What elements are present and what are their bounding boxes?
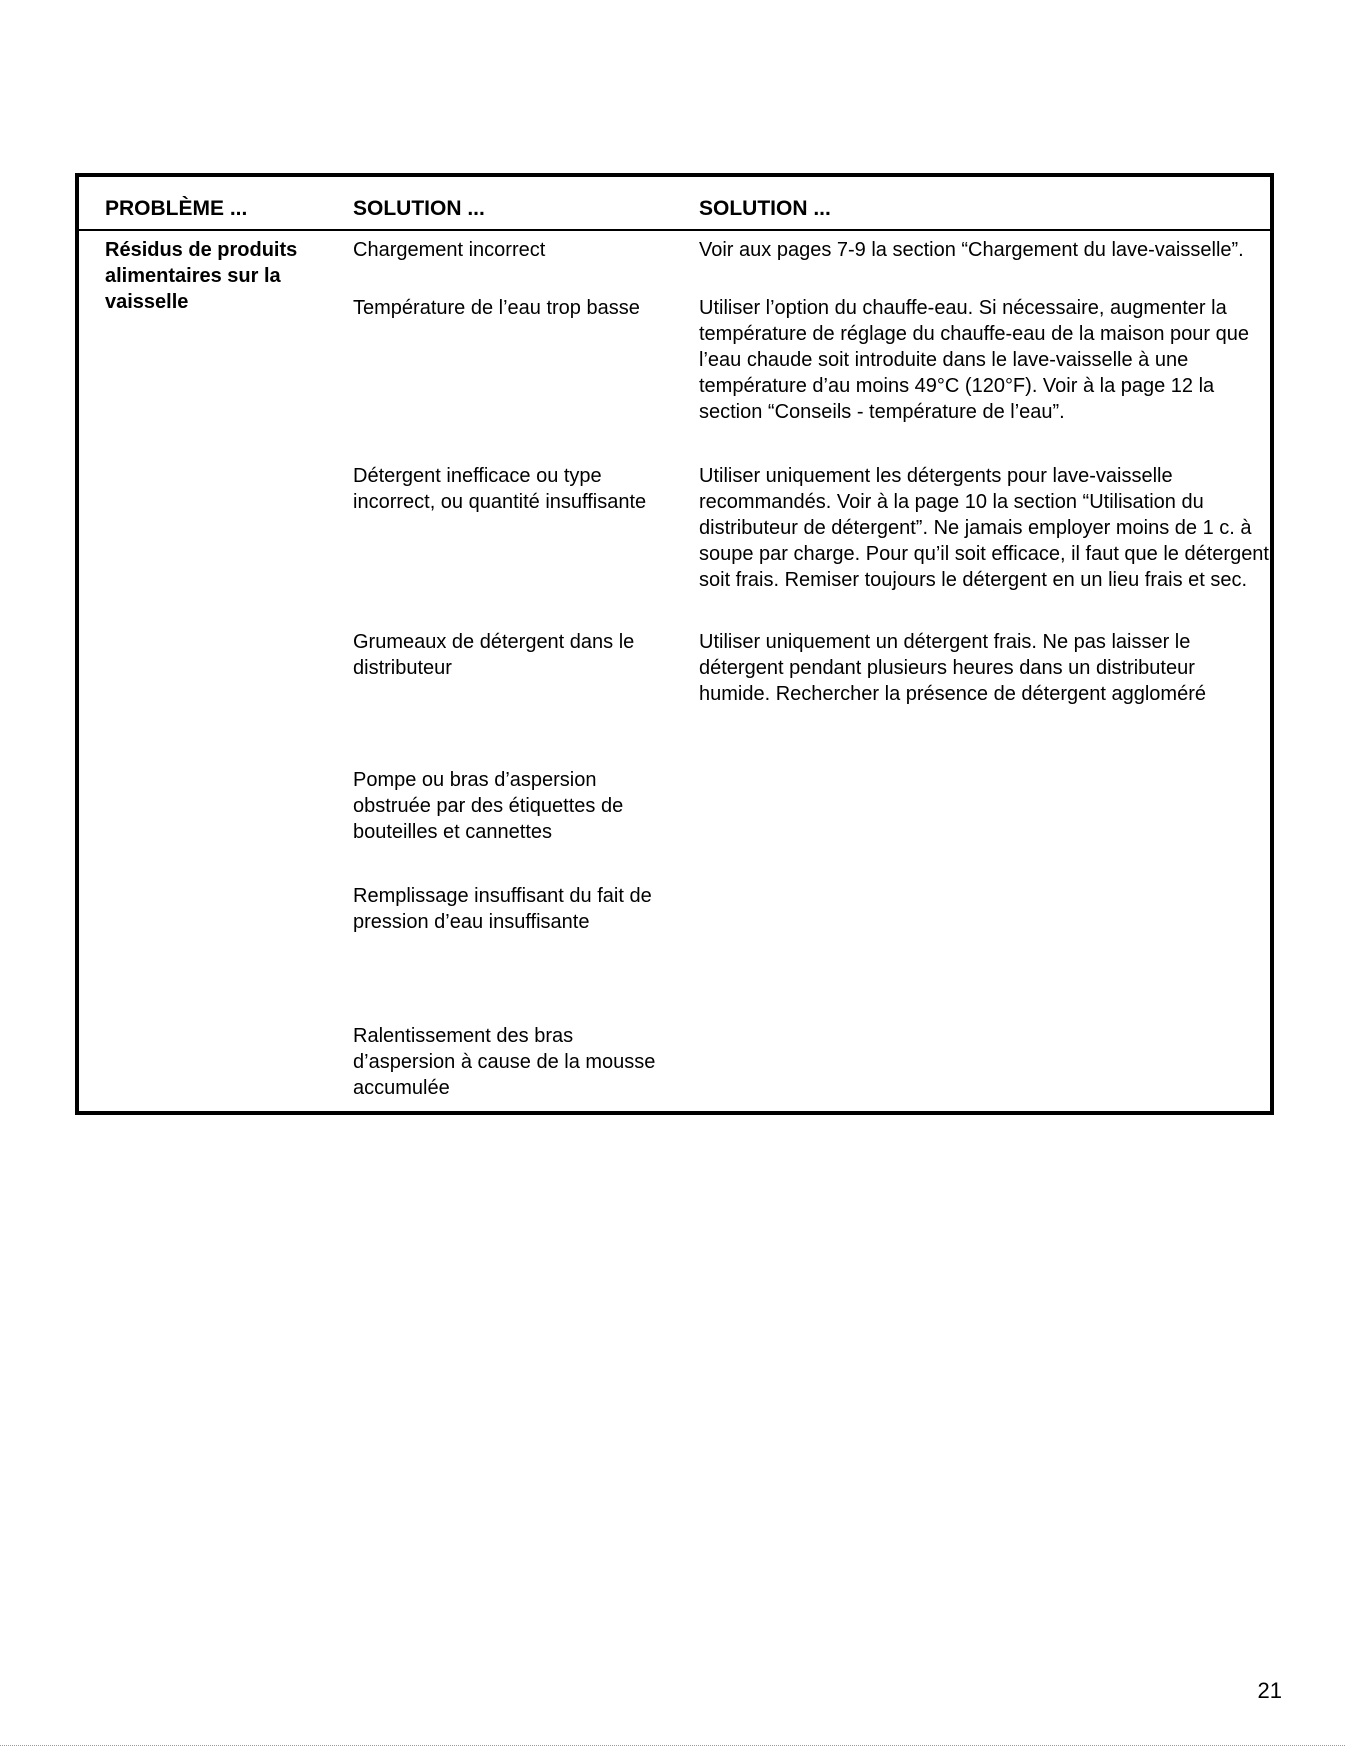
solution-text: Utiliser uniquement un détergent frais. Ne pas laisser le détergent pendant plusieurs heures dans un distributeur humide. Rechercher la présence de détergent aggloméré — [699, 631, 1206, 705]
header-cause: SOLUTION ... — [353, 197, 485, 220]
cause-text: Grumeaux de détergent dans le distributeur — [353, 631, 635, 679]
cause-text: Température de l’eau trop basse — [353, 297, 640, 319]
solution-text: Utiliser l’option du chauffe-eau. Si nécessaire, augmenter la température de réglage du chauffe-eau de la maison pour que l’eau chaude soit introduite dans le lave-vaisselle à une température d’au moins 49°C (120°F). Voir à la page 12 la section “Conseils - température de l’eau”. — [699, 297, 1250, 423]
header-solution: SOLUTION ... — [699, 197, 831, 220]
header-problem: PROBLÈME ... — [105, 197, 248, 220]
cause-text: Ralentissement des bras d’aspersion à cause de la mousse accumulée — [353, 1025, 656, 1099]
troubleshooting-table — [75, 173, 1274, 1115]
page-bottom-divider — [0, 1745, 1345, 1746]
problem-label: Résidus de produits alimentaires sur la vaisselle — [105, 239, 298, 313]
solution-text: Voir aux pages 7-9 la section “Chargement du lave-vaisselle”. — [699, 239, 1244, 261]
cause-text: Détergent inefficace ou type incorrect, ou quantité insuffisante — [353, 465, 647, 513]
page-number: 21 — [1257, 1678, 1282, 1703]
cause-text: Pompe ou bras d’aspersion obstruée par des étiquettes de bouteilles et cannettes — [353, 769, 624, 843]
table-header-row — [79, 177, 1270, 231]
cause-text: Remplissage insuffisant du fait de pression d’eau insuffisante — [353, 885, 652, 933]
cause-text: Chargement incorrect — [353, 239, 546, 261]
solution-text: Utiliser uniquement les détergents pour lave-vaisselle recommandés. Voir à la page 10 la section “Utilisation du distributeur de détergent”. Ne jamais employer moins de 1 c. à soupe par charge. Pour qu’il soit efficace, il faut que le détergent soit frais. Remiser toujours le détergent en un lieu frais et sec. — [699, 465, 1269, 591]
